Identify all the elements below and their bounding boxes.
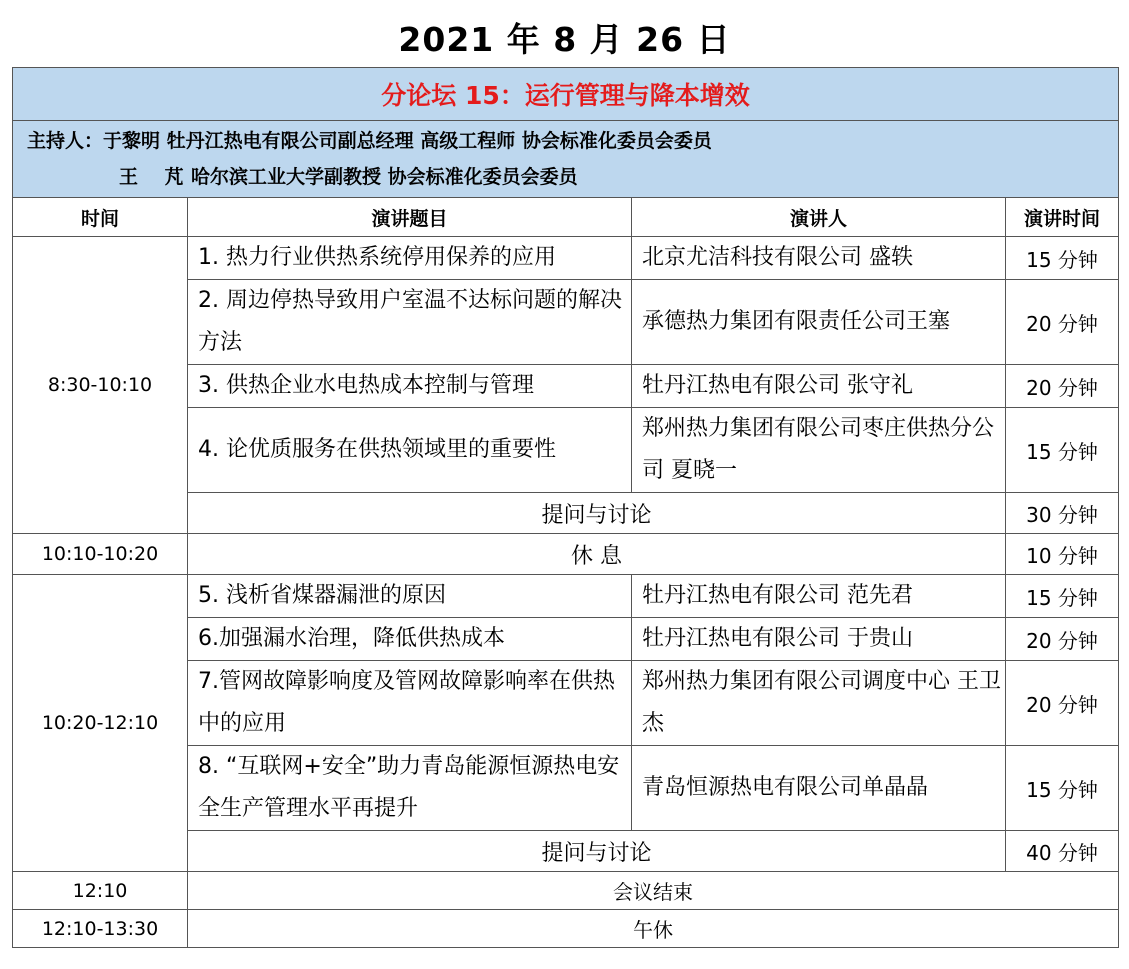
- talk-topic: 1. 热力行业供热系统停用保养的应用: [188, 237, 632, 280]
- hosts-cell: [13, 121, 1119, 198]
- talk-duration: 15 分钟: [1006, 408, 1119, 493]
- forum-title: 分论坛 15：运行管理与降本增效: [13, 68, 1119, 121]
- table-row: [13, 237, 1119, 280]
- talk-speaker: 郑州热力集团有限公司调度中心 王卫杰: [632, 661, 1006, 746]
- table-row: [13, 575, 1119, 618]
- talk-topic: 8. “互联网+安全”助力青岛能源恒源热电安全生产管理水平再提升: [188, 746, 632, 831]
- host-2-desc: 哈尔滨工业大学副教授 协会标准化委员会委员: [191, 166, 578, 188]
- talk-speaker: 北京尤洁科技有限公司 盛轶: [632, 237, 1006, 280]
- hosts-label: 主持人：: [27, 130, 104, 152]
- end-row: [13, 872, 1119, 910]
- talk-speaker: 郑州热力集团有限公司枣庄供热分公司 夏晓一: [632, 408, 1006, 493]
- header-time: 时间: [13, 198, 188, 237]
- talk-speaker: 青岛恒源热电有限公司单晶晶: [632, 746, 1006, 831]
- talk-topic: 3. 供热企业水电热成本控制与管理: [188, 365, 632, 408]
- qa-label: 提问与讨论: [188, 493, 1006, 534]
- page-date: 2021 年 8 月 26 日: [398, 20, 731, 59]
- header-topic: 演讲题目: [188, 198, 632, 237]
- talk-speaker: 承德热力集团有限责任公司王塞: [632, 280, 1006, 365]
- forum-title-row: [13, 68, 1119, 121]
- talk-duration: 20 分钟: [1006, 618, 1119, 661]
- header-speaker: 演讲人: [632, 198, 1006, 237]
- break-label: 休 息: [188, 534, 1006, 575]
- end-label: 会议结束: [188, 872, 1119, 910]
- lunch-row: [13, 910, 1119, 948]
- talk-duration: 20 分钟: [1006, 365, 1119, 408]
- break-row: [13, 534, 1119, 575]
- talk-topic: 6.加强漏水治理，降低供热成本: [188, 618, 632, 661]
- host-1: 于黎明 牡丹江热电有限公司副总经理 高级工程师 协会标准化委员会委员: [103, 130, 712, 152]
- talk-duration: 20 分钟: [1006, 280, 1119, 365]
- talk-topic: 7.管网故障影响度及管网故障影响率在供热中的应用: [188, 661, 632, 746]
- host-line-1: [27, 123, 1118, 159]
- talk-topic: 5. 浅析省煤器漏泄的原因: [188, 575, 632, 618]
- header-row: [13, 198, 1119, 237]
- talk-duration: 20 分钟: [1006, 661, 1119, 746]
- hosts-row: [13, 121, 1119, 198]
- session-1-time: 8:30-10:10: [13, 237, 188, 534]
- host-2-name: 王 芃: [119, 166, 194, 188]
- talk-speaker: 牡丹江热电有限公司 范先君: [632, 575, 1006, 618]
- lunch-time: 12:10-13:30: [13, 910, 188, 948]
- qa-label: 提问与讨论: [188, 831, 1006, 872]
- talk-speaker: 牡丹江热电有限公司 于贵山: [632, 618, 1006, 661]
- qa-duration: 40 分钟: [1006, 831, 1119, 872]
- qa-duration: 30 分钟: [1006, 493, 1119, 534]
- break-time: 10:10-10:20: [13, 534, 188, 575]
- talk-topic: 2. 周边停热导致用户室温不达标问题的解决方法: [188, 280, 632, 365]
- host-line-2: [27, 159, 1118, 195]
- talk-duration: 15 分钟: [1006, 746, 1119, 831]
- lunch-label: 午休: [188, 910, 1119, 948]
- talk-speaker: 牡丹江热电有限公司 张守礼: [632, 365, 1006, 408]
- talk-duration: 15 分钟: [1006, 575, 1119, 618]
- end-time: 12:10: [13, 872, 188, 910]
- talk-duration: 15 分钟: [1006, 237, 1119, 280]
- header-duration: 演讲时间: [1006, 198, 1119, 237]
- session-2-time: 10:20-12:10: [13, 575, 188, 872]
- schedule-table: [12, 67, 1119, 948]
- talk-topic: 4. 论优质服务在供热领域里的重要性: [188, 408, 632, 493]
- break-duration: 10 分钟: [1006, 534, 1119, 575]
